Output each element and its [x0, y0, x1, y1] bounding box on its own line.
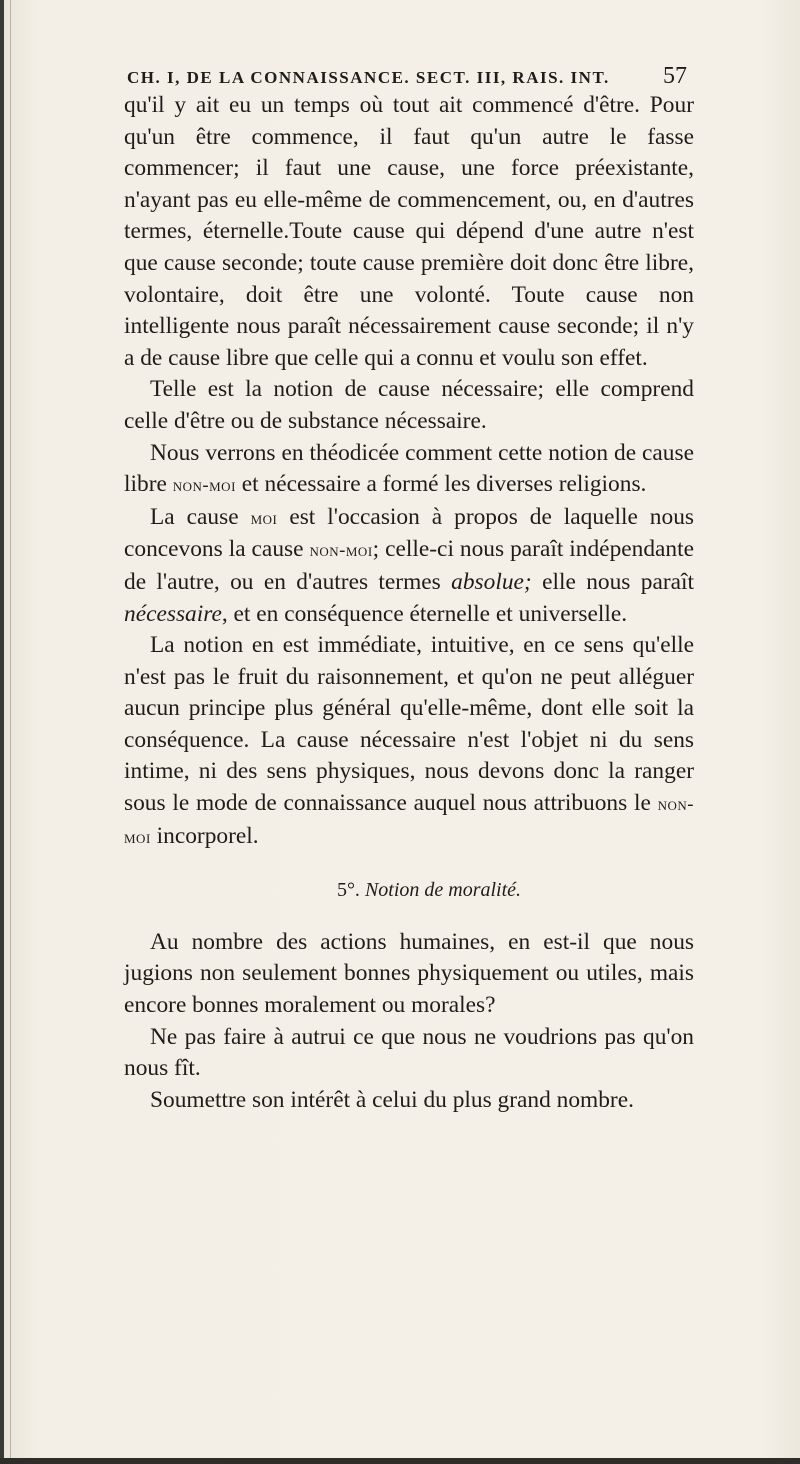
paragraph-1: qu'il y ait eu un temps où tout ait commencé d'être. Pour qu'un être commence, il faut qu'un autre le fasse commencer; il faut une cause, une force préexistante, n'ayant pas eu elle-même de commencement, ou, en d'autres termes, éternelle.Toute cause qui dépend d'une autre n'est que cause seconde; toute cause première doit donc être libre, volontaire, doit être une volonté. Toute cause non intelligente nous paraît nécessairement cause seconde; il n'y a de cause libre que celle qui a connu et voulu son effet.: [124, 92, 694, 371]
paragraph-3: [124, 438, 694, 502]
paragraph-4-text-d: elle nous paraît: [542, 568, 694, 595]
paragraph-5-text-a: La notion en est immédiate, intuitive, en ce sens qu'elle n'est pas le fruit du raisonnement, et qu'on ne peut alléguer aucun principe plus général qu'elle-même, dont elle soit la conséquence. La cause nécessaire n'est l'objet ni du sens intime, ni des sens physiques, nous devons donc la ranger sous le mode de connaissance auquel nous attribuons le: [124, 632, 694, 817]
paragraph-4-italic-1: absolue;: [451, 568, 532, 595]
paragraph-3-text-a: Nous verrons en théodicée comment cette notion de cause libre: [124, 439, 694, 498]
paragraph-4-text-b: est l'occasion à propos de laquelle nous concevons la cause: [124, 503, 694, 563]
running-header: [127, 63, 687, 90]
running-head-text: CH. I, DE LA CONNAISSANCE. SECT. III, RAIS. INT.: [127, 68, 610, 87]
page-edge-left: [0, 0, 4, 1464]
paragraph-4-text-e: , et en conséquence éternelle et universelle.: [221, 600, 628, 627]
paragraph-5-text-b: incorporel.: [156, 822, 259, 849]
section-title: Notion de moralité.: [364, 879, 522, 902]
paragraph-2: Telle est la notion de cause nécessaire; elle comprend celle d'être ou de substance nécessaire.: [124, 376, 694, 434]
paragraph-4-small-caps-1: moi: [250, 507, 278, 529]
page-number: 57: [663, 63, 687, 89]
paragraph-3-text-b: et nécessaire a formé les diverses religions.: [241, 471, 647, 498]
page-fold-line: [10, 0, 11, 1464]
paragraph-4-text-c: ; celle-ci nous paraît indépendante de l'autre, ou en d'autres termes: [124, 536, 694, 595]
paragraph-4-small-caps-2: non-moi: [309, 540, 373, 562]
page-edge-bottom: [0, 1458, 800, 1464]
paragraph-6: Au nombre des actions humaines, en est-il que nous jugions non seulement bonnes physiquement ou utiles, mais encore bonnes moralement ou morales?: [124, 928, 694, 1019]
paragraph-3-small-caps: non-moi: [172, 475, 236, 497]
paragraph-4: [124, 502, 694, 630]
paragraph-5: [124, 630, 694, 853]
paragraph-4-italic-2: nécessaire: [124, 600, 222, 627]
section-heading: [124, 875, 694, 907]
paragraph-7: Ne pas faire à autrui ce que nous ne voudrions pas qu'on nous fît.: [124, 1023, 694, 1082]
paragraph-4-text-a: La cause: [150, 503, 239, 530]
section-number: 5°.: [336, 879, 360, 902]
paragraph-5-small-caps: non-moi: [124, 794, 694, 848]
body-text: [124, 90, 694, 1116]
paragraph-8: Soumettre son intérêt à celui du plus grand nombre.: [150, 1086, 634, 1113]
